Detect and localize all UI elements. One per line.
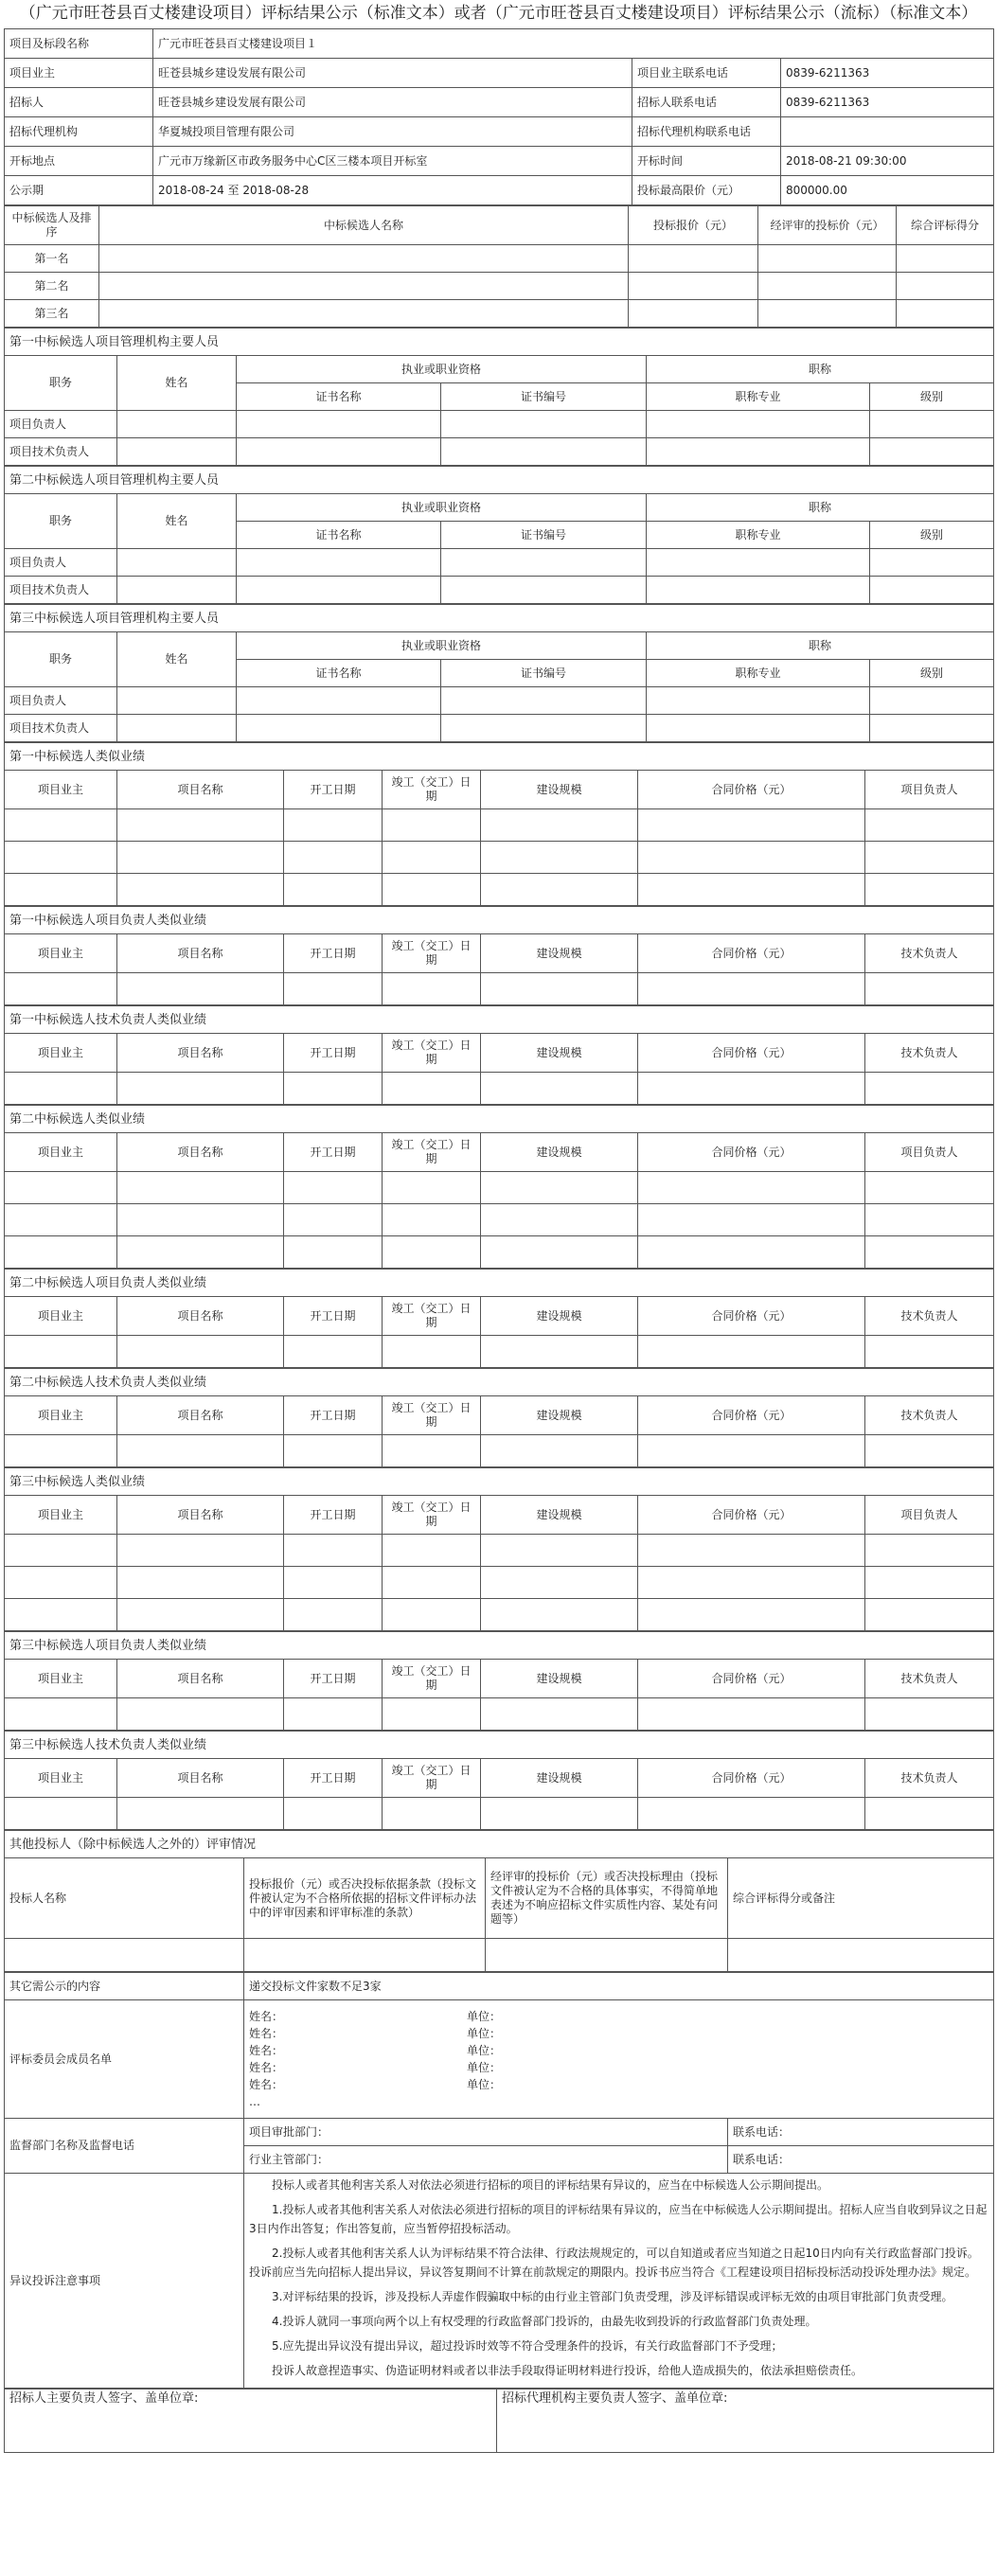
start-header: 开工日期 xyxy=(284,934,383,973)
table-row xyxy=(5,117,994,147)
table-row xyxy=(5,2389,994,2453)
agency-label: 招标代理机构 xyxy=(5,117,153,147)
end-header: 竣工（交工）日期 xyxy=(383,1034,481,1073)
objection-p2: 2.投标人或者其他利害关系人认为评标结果不符合法律、行政法规规定的，可以自知道或者应当知道之日起10日内向有关行政监督部门投诉。投诉前应当先向招标人提出异议，异议答复期间不计算在前款规定的期限内。投诉书应当符合《工程建设项目招标投标活动投诉处理办法》规定。 xyxy=(249,2247,979,2279)
cert-no-header: 证书编号 xyxy=(441,660,647,687)
table-row xyxy=(5,1435,994,1467)
table-row xyxy=(5,1396,994,1435)
reject-header: 投标报价（元）或否决投标依据条款（投标文件被认定为不合格所依据的招标文件评标办法中的评审因素和评审标准的条款） xyxy=(244,1858,486,1939)
tech-label: 项目技术负责人 xyxy=(5,577,117,604)
committee-list xyxy=(244,2000,994,2119)
section-title: 第三中标候选人项目负责人类似业绩 xyxy=(5,1632,994,1660)
table-row xyxy=(5,1535,994,1567)
lead-header: 技术负责人 xyxy=(865,1034,994,1073)
owner-phone-value: 0839-6211363 xyxy=(781,59,994,88)
end-header: 竣工（交工）日期 xyxy=(383,1133,481,1172)
maxprice-label: 投标最高限价（元） xyxy=(632,176,781,205)
major-header: 职称专业 xyxy=(647,660,870,687)
major-header: 职称专业 xyxy=(647,383,870,411)
performance-table xyxy=(4,742,994,906)
lead-header: 项目负责人 xyxy=(865,1496,994,1535)
cert-name-header: 证书名称 xyxy=(237,660,441,687)
period-value: 2018-08-24 至 2018-08-28 xyxy=(153,176,632,205)
name-label: 姓名： xyxy=(249,2061,284,2074)
owner-header: 项目业主 xyxy=(5,1297,117,1336)
cert-name-header: 证书名称 xyxy=(237,522,441,549)
table-row xyxy=(5,1336,994,1368)
position-header: 职务 xyxy=(5,494,117,549)
cert-name-header: 证书名称 xyxy=(237,383,441,411)
start-header: 开工日期 xyxy=(284,1133,383,1172)
section-title: 第三中标候选人技术负责人类似业绩 xyxy=(5,1732,994,1759)
table-row xyxy=(5,206,994,245)
table-row xyxy=(5,1133,994,1172)
table-row xyxy=(5,715,994,742)
scale-header: 建设规模 xyxy=(481,934,638,973)
table-row xyxy=(5,874,994,906)
signature-table xyxy=(4,2389,994,2453)
unit-label: 单位： xyxy=(467,2010,502,2023)
table-row xyxy=(5,147,994,176)
unit-label: 单位： xyxy=(467,2078,502,2091)
level-header: 级别 xyxy=(870,522,994,549)
owner-header: 项目业主 xyxy=(5,1496,117,1535)
price-header: 投标报价（元） xyxy=(629,206,758,245)
remark-header: 综合评标得分或备注 xyxy=(728,1858,994,1939)
maxprice-value: 800000.00 xyxy=(781,176,994,205)
name-label: 姓名： xyxy=(249,2027,284,2040)
rank-first: 第一名 xyxy=(5,245,99,273)
table-row xyxy=(5,934,994,973)
supervise-label: 监督部门名称及监督电话 xyxy=(5,2119,244,2174)
table-row xyxy=(5,1759,994,1798)
end-header: 竣工（交工）日期 xyxy=(383,934,481,973)
contract-price-header: 合同价格（元） xyxy=(638,1297,865,1336)
ellipsis: … xyxy=(249,2095,260,2108)
performance-table xyxy=(4,906,994,1005)
place-value: 广元市万缘新区市政务服务中心C区三楼本项目开标室 xyxy=(153,147,632,176)
name-label: 姓名： xyxy=(249,2078,284,2091)
owner-header: 项目业主 xyxy=(5,771,117,809)
tenderer-phone-value: 0839-6211363 xyxy=(781,88,994,117)
table-row xyxy=(5,1204,994,1236)
rank-second: 第二名 xyxy=(5,273,99,300)
table-row xyxy=(5,1660,994,1698)
rank-third: 第三名 xyxy=(5,300,99,328)
section-title: 第一中标候选人技术负责人类似业绩 xyxy=(5,1006,994,1034)
project-label: 项目及标段名称 xyxy=(5,29,153,59)
table-row xyxy=(5,632,994,660)
table-row xyxy=(5,771,994,809)
objection-p4: 4.投诉人就同一事项向两个以上有权受理的行政监督部门投诉的，由最先收到投诉的行政监督部门负责处理。 xyxy=(272,2315,817,2328)
table-row xyxy=(5,1006,994,1034)
title-header: 职称 xyxy=(647,356,994,383)
owner-value: 旺苍县城乡建设发展有限公司 xyxy=(153,59,632,88)
objection-p6: 投诉人故意捏造事实、伪造证明材料或者以非法手段取得证明材料进行投诉，给他人造成损失的，依法承担赔偿责任。 xyxy=(272,2364,863,2377)
basic-info-table xyxy=(4,28,994,205)
manager-label: 项目负责人 xyxy=(5,549,117,577)
project-header: 项目名称 xyxy=(117,1133,284,1172)
agency-signature: 招标代理机构主要负责人签字、盖单位章: xyxy=(497,2389,994,2453)
contract-price-header: 合同价格（元） xyxy=(638,771,865,809)
owner-phone-label: 项目业主联系电话 xyxy=(632,59,781,88)
end-header: 竣工（交工）日期 xyxy=(383,1297,481,1336)
table-row xyxy=(5,2000,994,2119)
manager-label: 项目负责人 xyxy=(5,411,117,438)
owner-header: 项目业主 xyxy=(5,1396,117,1435)
table-row xyxy=(5,245,994,273)
table-row xyxy=(5,577,994,604)
candidate-rank-table xyxy=(4,205,994,328)
start-header: 开工日期 xyxy=(284,1297,383,1336)
scale-header: 建设规模 xyxy=(481,1660,638,1698)
objection-p5: 5.应先提出异议没有提出异议，超过投诉时效等不符合受理条件的投诉，有关行政监督部门不予受理； xyxy=(272,2339,783,2353)
contract-price-header: 合同价格（元） xyxy=(638,1034,865,1073)
industry-phone-label: 联系电话： xyxy=(728,2146,994,2174)
table-row xyxy=(5,2174,994,2389)
level-header: 级别 xyxy=(870,660,994,687)
end-header: 竣工（交工）日期 xyxy=(383,1660,481,1698)
scale-header: 建设规模 xyxy=(481,1297,638,1336)
end-header: 竣工（交工）日期 xyxy=(383,771,481,809)
cert-no-header: 证书编号 xyxy=(441,383,647,411)
table-row xyxy=(5,1073,994,1105)
tenderer-label: 招标人 xyxy=(5,88,153,117)
name-header: 姓名 xyxy=(117,494,237,549)
performance-table xyxy=(4,1731,994,1830)
section-title: 第一中标候选人项目负责人类似业绩 xyxy=(5,907,994,934)
owner-label: 项目业主 xyxy=(5,59,153,88)
tech-label: 项目技术负责人 xyxy=(5,715,117,742)
table-row xyxy=(5,1858,994,1939)
table-row xyxy=(5,176,994,205)
owner-header: 项目业主 xyxy=(5,1133,117,1172)
table-row xyxy=(5,1369,994,1396)
project-header: 项目名称 xyxy=(117,1034,284,1073)
extra-label: 其它需公示的内容 xyxy=(5,1973,244,2000)
table-row xyxy=(5,273,994,300)
major-header: 职称专业 xyxy=(647,522,870,549)
project-header: 项目名称 xyxy=(117,1759,284,1798)
objection-p0: 投标人或者其他利害关系人对依法必须进行招标的项目的评标结果有异议的，应当在中标候选人公示期间提出。 xyxy=(272,2178,829,2192)
table-row xyxy=(5,411,994,438)
lead-header: 项目负责人 xyxy=(865,1133,994,1172)
project-header: 项目名称 xyxy=(117,1297,284,1336)
objection-p3: 3.对评标结果的投诉，涉及投标人弄虚作假骗取中标的由行业主管部门负责受理，涉及评标错误或评标无效的由项目审批部门负责受理。 xyxy=(272,2290,953,2303)
scale-header: 建设规模 xyxy=(481,1396,638,1435)
start-header: 开工日期 xyxy=(284,771,383,809)
cert-header: 执业或职业资格 xyxy=(237,494,647,522)
staff-sections xyxy=(0,328,997,742)
time-label: 开标时间 xyxy=(632,147,781,176)
lead-header: 技术负责人 xyxy=(865,1297,994,1336)
page-title: （广元市旺苍县百丈楼建设项目）评标结果公示（标准文本）或者（广元市旺苍县百丈楼建设项目）评标结果公示（流标）（标准文本） xyxy=(19,4,978,23)
staff-table xyxy=(4,604,994,742)
scale-header: 建设规模 xyxy=(481,1133,638,1172)
place-label: 开标地点 xyxy=(5,147,153,176)
staff-table xyxy=(4,466,994,604)
time-value: 2018-08-21 09:30:00 xyxy=(781,147,994,176)
approve-phone-label: 联系电话： xyxy=(728,2119,994,2146)
table-row xyxy=(5,549,994,577)
lead-header: 技术负责人 xyxy=(865,1660,994,1698)
tenderer-signature: 招标人主要负责人签字、盖单位章: xyxy=(5,2389,497,2453)
objection-notes xyxy=(244,2174,994,2389)
section-title: 第二中标候选人类似业绩 xyxy=(5,1106,994,1133)
table-row xyxy=(5,29,994,59)
tech-label: 项目技术负责人 xyxy=(5,438,117,466)
table-row xyxy=(5,605,994,632)
objection-p1: 1.投标人或者其他利害关系人对依法必须进行招标的项目的评标结果有异议的，应当在中标候选人公示期间提出。招标人应当自收到异议之日起3日内作出答复；作出答复前，应当暂停招投标活动。 xyxy=(249,2203,988,2235)
contract-price-header: 合同价格（元） xyxy=(638,1133,865,1172)
contract-price-header: 合同价格（元） xyxy=(638,1496,865,1535)
start-header: 开工日期 xyxy=(284,1396,383,1435)
scale-header: 建设规模 xyxy=(481,771,638,809)
table-row xyxy=(5,1172,994,1204)
section-title: 第三中标候选人项目管理机构主要人员 xyxy=(5,605,994,632)
lead-header: 技术负责人 xyxy=(865,1396,994,1435)
start-header: 开工日期 xyxy=(284,1660,383,1698)
lead-header: 技术负责人 xyxy=(865,1759,994,1798)
table-row xyxy=(5,1106,994,1133)
name-header: 中标候选人名称 xyxy=(99,206,629,245)
table-row xyxy=(5,1599,994,1631)
owner-header: 项目业主 xyxy=(5,1759,117,1798)
reviewed-price-header: 经评审的投标价（元） xyxy=(758,206,897,245)
name-label: 姓名： xyxy=(249,2010,284,2023)
table-row xyxy=(5,494,994,522)
owner-header: 项目业主 xyxy=(5,934,117,973)
tenderer-phone-label: 招标人联系电话 xyxy=(632,88,781,117)
table-row xyxy=(5,300,994,328)
table-row xyxy=(5,1973,994,2000)
name-label: 姓名： xyxy=(249,2044,284,2057)
lead-header: 技术负责人 xyxy=(865,934,994,973)
table-row xyxy=(5,1939,994,1972)
table-row xyxy=(5,1567,994,1599)
table-row xyxy=(5,842,994,874)
owner-header: 项目业主 xyxy=(5,1660,117,1698)
table-row xyxy=(5,809,994,842)
table-row xyxy=(5,1297,994,1336)
table-row xyxy=(5,743,994,771)
table-row xyxy=(5,1496,994,1535)
start-header: 开工日期 xyxy=(284,1496,383,1535)
unit-label: 单位： xyxy=(467,2027,502,2040)
table-row xyxy=(5,356,994,383)
committee-label: 评标委员会成员名单 xyxy=(5,2000,244,2119)
start-header: 开工日期 xyxy=(284,1034,383,1073)
end-header: 竣工（交工）日期 xyxy=(383,1396,481,1435)
scale-header: 建设规模 xyxy=(481,1759,638,1798)
performance-table xyxy=(4,1105,994,1269)
project-header: 项目名称 xyxy=(117,934,284,973)
cert-header: 执业或职业资格 xyxy=(237,632,647,660)
staff-table xyxy=(4,328,994,466)
project-header: 项目名称 xyxy=(117,1496,284,1535)
agency-phone-value xyxy=(781,117,994,147)
table-row xyxy=(5,438,994,466)
position-header: 职务 xyxy=(5,632,117,687)
scale-header: 建设规模 xyxy=(481,1034,638,1073)
table-row xyxy=(5,687,994,715)
title-header: 职称 xyxy=(647,494,994,522)
performance-table xyxy=(4,1269,994,1368)
table-row xyxy=(5,467,994,494)
lead-header: 项目负责人 xyxy=(865,771,994,809)
title-header: 职称 xyxy=(647,632,994,660)
performance-sections xyxy=(0,742,997,1830)
performance-table xyxy=(4,1368,994,1467)
rank-header: 中标候选人及排序 xyxy=(5,206,99,245)
performance-table xyxy=(4,1631,994,1731)
table-row xyxy=(5,1632,994,1660)
name-header: 姓名 xyxy=(117,356,237,411)
contract-price-header: 合同价格（元） xyxy=(638,1660,865,1698)
section-title: 第一中标候选人项目管理机构主要人员 xyxy=(5,329,994,356)
table-row xyxy=(5,1698,994,1731)
section-title: 第二中标候选人技术负责人类似业绩 xyxy=(5,1369,994,1396)
table-row xyxy=(5,1034,994,1073)
project-value: 广元市旺苍县百丈楼建设项目１ xyxy=(153,29,994,59)
table-row xyxy=(5,907,994,934)
cert-no-header: 证书编号 xyxy=(441,522,647,549)
start-header: 开工日期 xyxy=(284,1759,383,1798)
table-row xyxy=(5,2119,994,2146)
other-bidders-table xyxy=(4,1830,994,1972)
section-title: 第二中标候选人项目负责人类似业绩 xyxy=(5,1270,994,1297)
performance-table xyxy=(4,1005,994,1105)
approve-label: 项目审批部门： xyxy=(244,2119,728,2146)
objection-label: 异议投诉注意事项 xyxy=(5,2174,244,2389)
end-header: 竣工（交工）日期 xyxy=(383,1496,481,1535)
bidder-header: 投标人名称 xyxy=(5,1858,244,1939)
misc-table xyxy=(4,1972,994,2389)
table-row xyxy=(5,329,994,356)
reviewed-header: 经评审的投标价（元）或否决投标理由（投标文件被认定为不合格的具体事实，不得简单地表述为不响应招标文件实质性内容、某处有问题等） xyxy=(486,1858,728,1939)
extra-value: 递交投标文件家数不足3家 xyxy=(244,1973,994,2000)
industry-label: 行业主管部门： xyxy=(244,2146,728,2174)
table-row xyxy=(5,1831,994,1858)
period-label: 公示期 xyxy=(5,176,153,205)
level-header: 级别 xyxy=(870,383,994,411)
table-row xyxy=(5,1732,994,1759)
table-row xyxy=(5,59,994,88)
owner-header: 项目业主 xyxy=(5,1034,117,1073)
cert-header: 执业或职业资格 xyxy=(237,356,647,383)
position-header: 职务 xyxy=(5,356,117,411)
contract-price-header: 合同价格（元） xyxy=(638,1396,865,1435)
table-row xyxy=(5,88,994,117)
unit-label: 单位： xyxy=(467,2044,502,2057)
project-header: 项目名称 xyxy=(117,1396,284,1435)
score-header: 综合评标得分 xyxy=(897,206,994,245)
section-title: 第一中标候选人类似业绩 xyxy=(5,743,994,771)
performance-table xyxy=(4,1467,994,1631)
agency-phone-label: 招标代理机构联系电话 xyxy=(632,117,781,147)
table-row xyxy=(5,973,994,1005)
end-header: 竣工（交工）日期 xyxy=(383,1759,481,1798)
section-title: 第二中标候选人项目管理机构主要人员 xyxy=(5,467,994,494)
name-header: 姓名 xyxy=(117,632,237,687)
unit-label: 单位： xyxy=(467,2061,502,2074)
section-title: 第三中标候选人类似业绩 xyxy=(5,1468,994,1496)
table-row xyxy=(5,1236,994,1269)
project-header: 项目名称 xyxy=(117,1660,284,1698)
tenderer-value: 旺苍县城乡建设发展有限公司 xyxy=(153,88,632,117)
agency-value: 华夏城投项目管理有限公司 xyxy=(153,117,632,147)
project-header: 项目名称 xyxy=(117,771,284,809)
contract-price-header: 合同价格（元） xyxy=(638,934,865,973)
table-row xyxy=(5,1798,994,1830)
manager-label: 项目负责人 xyxy=(5,687,117,715)
scale-header: 建设规模 xyxy=(481,1496,638,1535)
contract-price-header: 合同价格（元） xyxy=(638,1759,865,1798)
table-row xyxy=(5,1468,994,1496)
section-title: 其他投标人（除中标候选人之外的）评审情况 xyxy=(5,1831,994,1858)
table-row xyxy=(5,1270,994,1297)
